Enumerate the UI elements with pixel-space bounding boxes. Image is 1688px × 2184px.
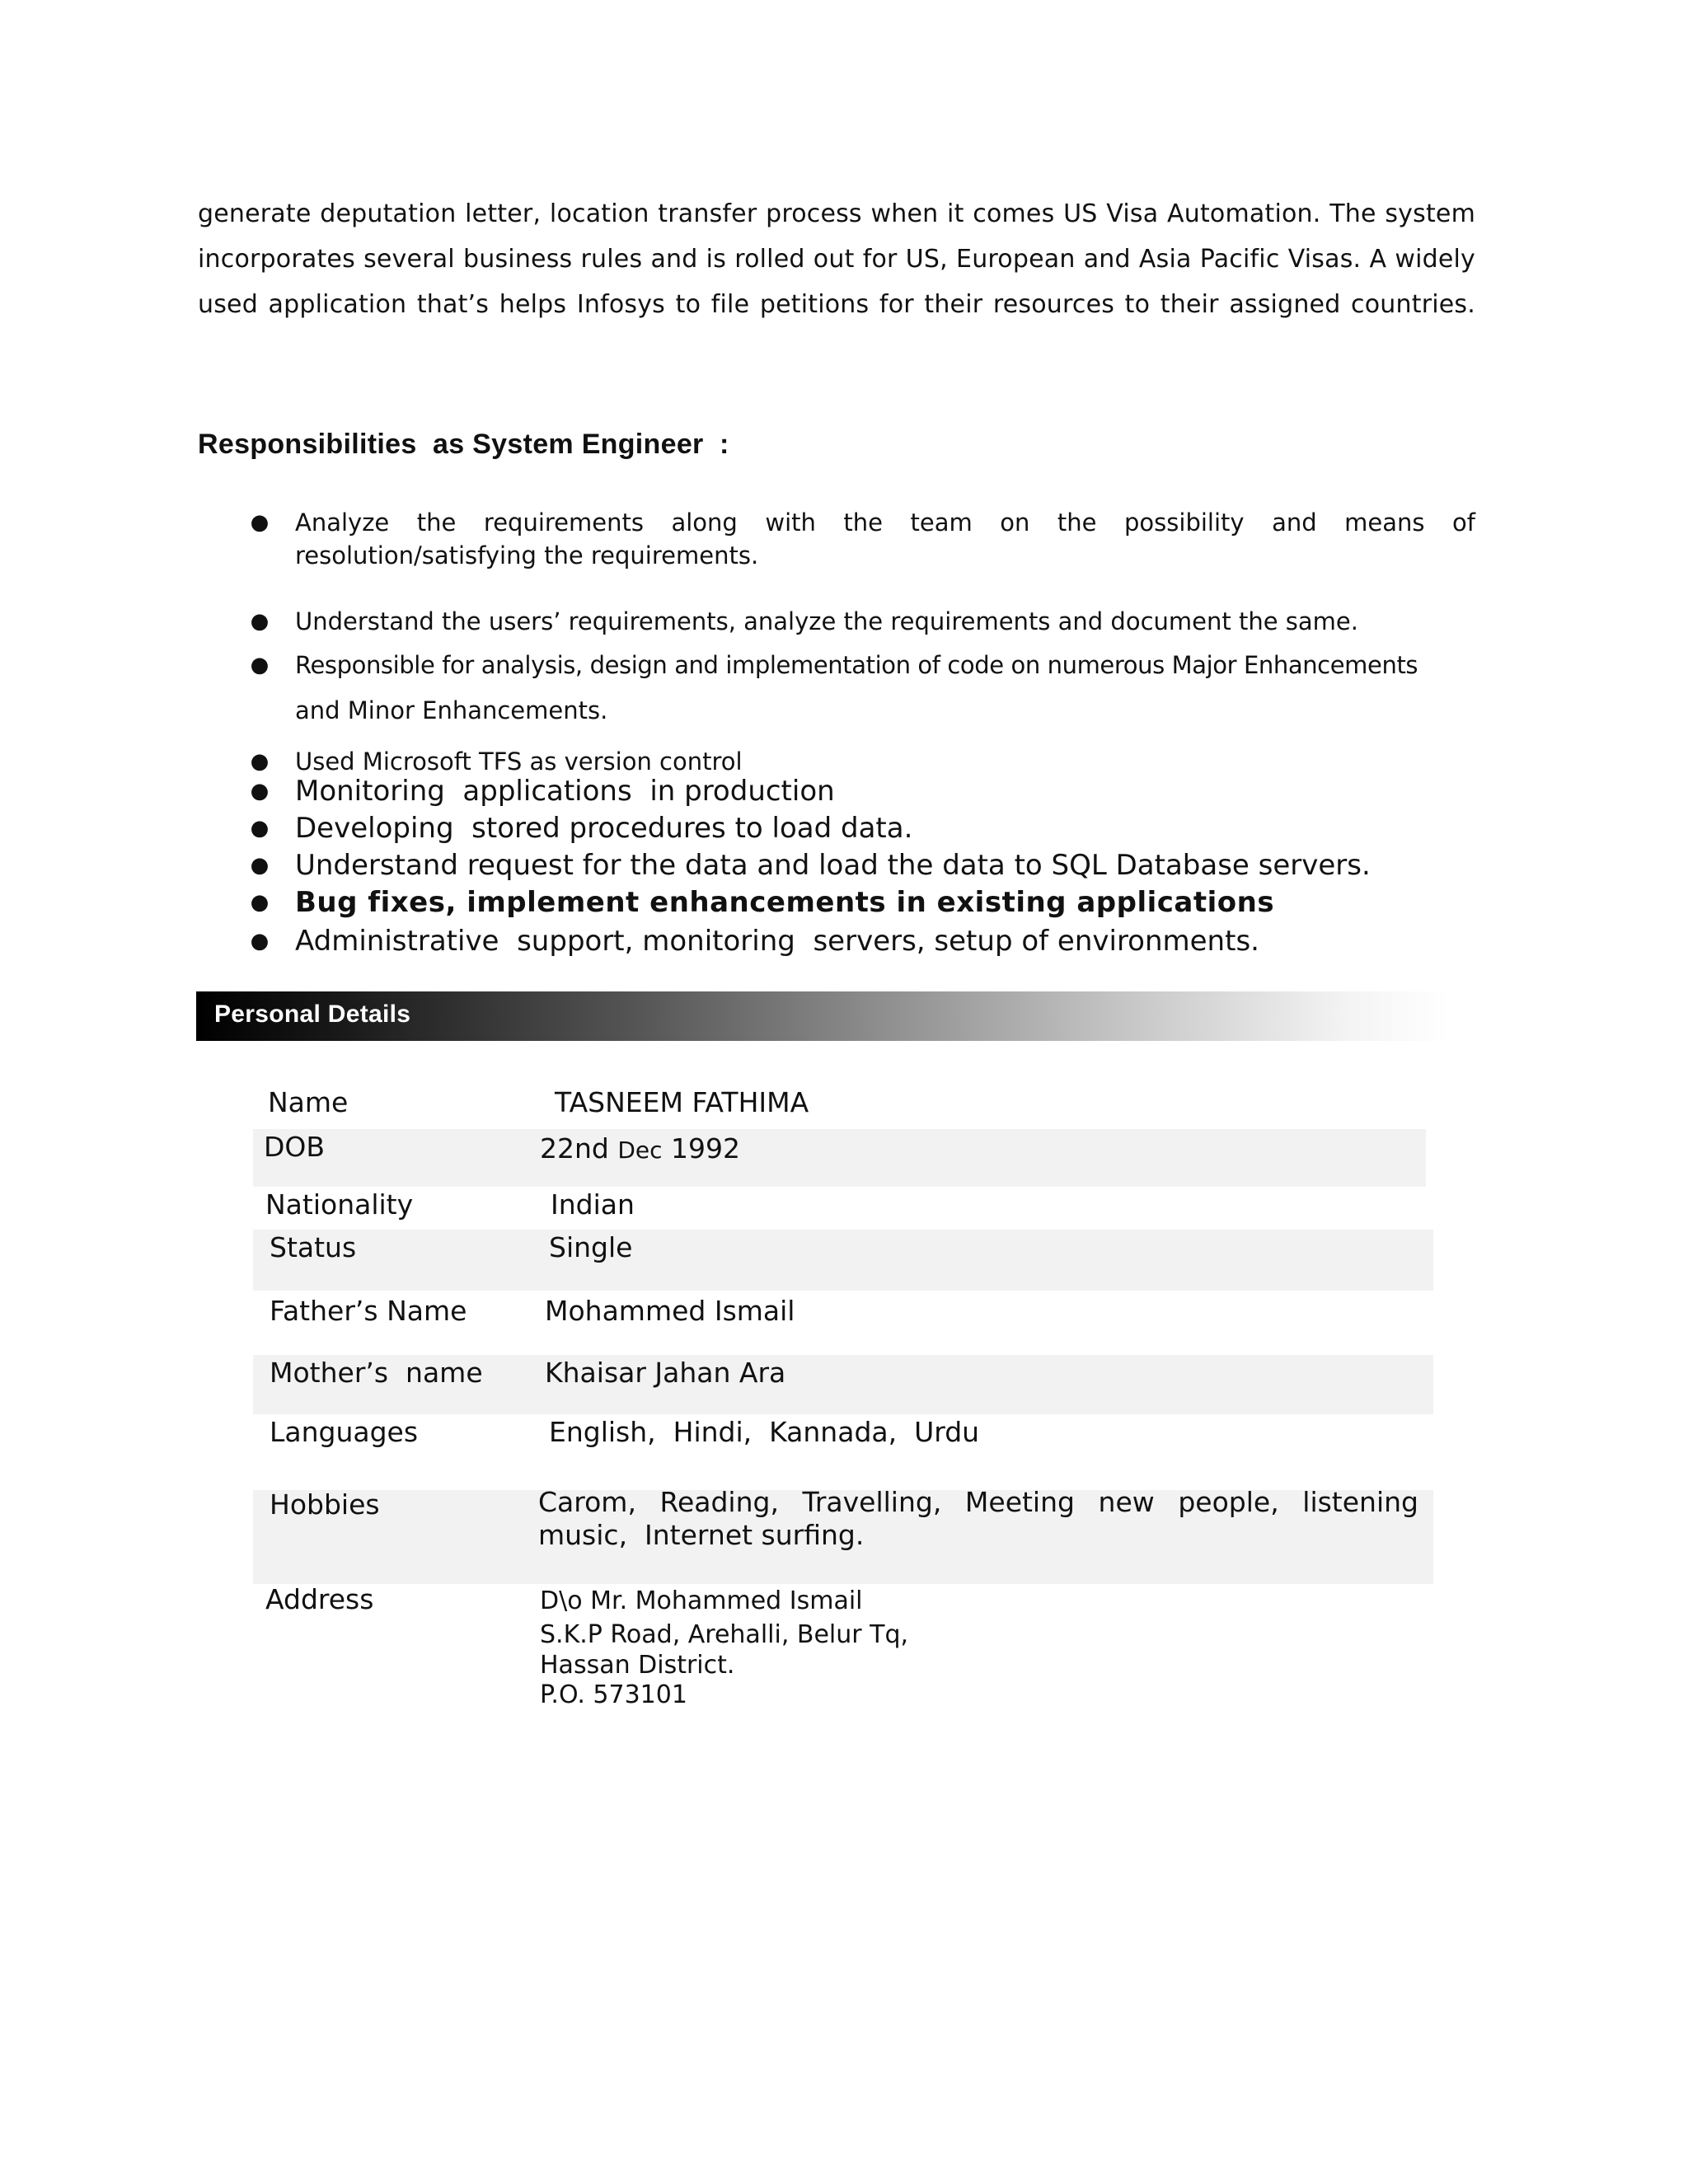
detail-label: Mother’s name <box>270 1357 483 1389</box>
dob-month: Dec <box>617 1137 663 1164</box>
detail-value: TASNEEM FATHIMA <box>555 1086 809 1118</box>
detail-label: Languages <box>270 1416 419 1448</box>
bullet-icon: ● <box>250 890 270 915</box>
detail-value: Mohammed Ismail <box>545 1295 795 1327</box>
address-line: S.K.P Road, Arehalli, Belur Tq, <box>540 1620 909 1649</box>
intro-line: generate deputation letter, location transfer process when it comes US Visa Automation. The system <box>198 199 1475 228</box>
detail-value <box>538 1486 1418 1552</box>
list-item-text: Responsible for analysis, design and implementation of code on numerous Major Enhancements <box>295 651 1418 679</box>
address-line: D\o Mr. Mohammed Ismail <box>540 1586 863 1615</box>
detail-label: Status <box>270 1231 357 1263</box>
bullet-icon: ● <box>250 853 270 878</box>
table-row-shade <box>253 1129 1426 1187</box>
list-item-text: Analyze the requirements along with the team on the possibility and means of <box>295 509 1475 537</box>
address-line: P.O. 573101 <box>540 1680 687 1709</box>
bullet-icon: ● <box>250 929 270 954</box>
bullet-icon: ● <box>250 779 270 804</box>
section-title: Personal Details <box>214 1001 411 1028</box>
intro-line: used application that’s helps Infosys to file petitions for their resources to their assigned countries. <box>198 290 1475 319</box>
detail-value <box>540 1132 740 1167</box>
intro-paragraph <box>198 191 1475 327</box>
list-item-text: resolution/satisfying the requirements. <box>295 541 759 569</box>
responsibilities-heading: Responsibilities as System Engineer : <box>198 429 729 460</box>
detail-value: Indian <box>551 1188 635 1221</box>
hobbies-line: music, Internet surfing. <box>538 1519 865 1551</box>
list-item-text: Understand the users’ requirements, analyze the requirements and document the same. <box>295 607 1358 635</box>
bullet-icon: ● <box>250 653 270 677</box>
address-line: Hassan District. <box>540 1651 735 1680</box>
detail-value: English, Hindi, Kannada, Urdu <box>549 1416 980 1448</box>
detail-label: Name <box>268 1086 349 1118</box>
detail-label: Hobbies <box>270 1488 380 1521</box>
detail-value: Single <box>549 1231 633 1263</box>
detail-label: Nationality <box>265 1188 414 1221</box>
detail-value: Khaisar Jahan Ara <box>545 1357 786 1389</box>
dob-day: 22nd <box>540 1132 609 1165</box>
bullet-icon: ● <box>250 609 270 634</box>
list-item-text: and Minor Enhancements. <box>295 696 608 724</box>
detail-label: Address <box>265 1583 374 1615</box>
list-item-text: Understand request for the data and load the data to SQL Database servers. <box>295 849 1371 882</box>
detail-label: DOB <box>264 1131 326 1163</box>
list-item-text: Monitoring applications in production <box>295 775 835 808</box>
bullet-icon: ● <box>250 816 270 841</box>
hobbies-line: Carom, Reading, Travelling, Meeting new people, listening <box>538 1486 1418 1518</box>
list-item-text: Developing stored procedures to load data. <box>295 812 913 845</box>
bullet-icon: ● <box>250 749 270 774</box>
table-row-shade <box>253 1230 1433 1291</box>
intro-line: incorporates several business rules and is rolled out for US, European and Asia Pacific Visas. A widely <box>198 245 1475 274</box>
list-item-text: Bug fixes, implement enhancements in existing applications <box>295 886 1275 919</box>
detail-label: Father’s Name <box>270 1295 467 1327</box>
personal-details-banner <box>196 991 1449 1041</box>
list-item-text: Used Microsoft TFS as version control <box>295 748 743 776</box>
bullet-icon: ● <box>250 510 270 535</box>
list-item-text: Administrative support, monitoring servers, setup of environments. <box>295 925 1259 958</box>
dob-year: 1992 <box>671 1132 741 1165</box>
